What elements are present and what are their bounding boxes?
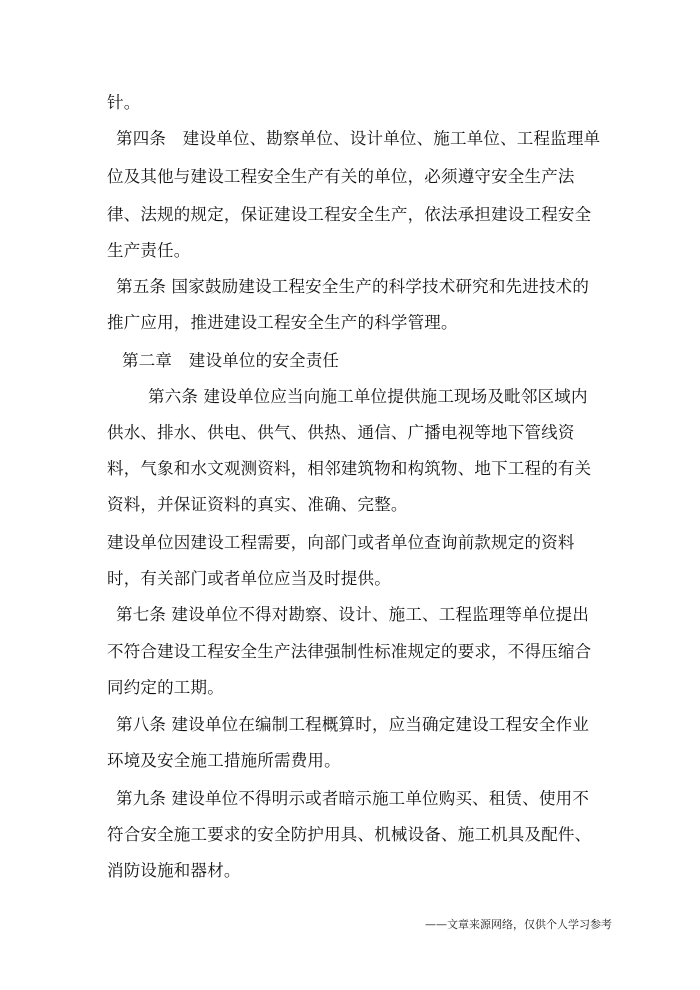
text-line: 生产责任。 xyxy=(107,241,191,260)
text-line: 建设单位因建设工程需要，向部门或者单位查询前款规定的资料 xyxy=(107,533,575,552)
article-5-line: 第五条 国家鼓励建设工程安全生产的科学技术研究和先进技术的 xyxy=(116,277,590,296)
source-footer: ——文章来源网络，仅供个人学习参考 xyxy=(425,918,612,931)
article-8-line: 第八条 建设单位在编制工程概算时，应当确定建设工程安全作业 xyxy=(116,715,590,734)
text-line: 推广应用，推进建设工程安全生产的科学管理。 xyxy=(107,313,458,332)
text-line: 同约定的工期。 xyxy=(107,678,224,697)
text-line: 料，气象和水文观测资料，相邻建筑物和构筑物、地下工程的有关 xyxy=(107,459,592,478)
text-line: 针。 xyxy=(107,93,141,112)
text-line: 消防设施和器材。 xyxy=(107,861,241,880)
article-9-line: 第九条 建设单位不得明示或者暗示施工单位购买、租赁、使用不 xyxy=(116,789,590,808)
chapter-heading: 第二章 建设单位的安全责任 xyxy=(122,351,340,370)
text-line: 不符合建设工程安全生产法律强制性标准规定的要求，不得压缩合 xyxy=(107,642,592,661)
text-line: 环境及安全施工措施所需费用。 xyxy=(107,751,341,770)
text-line: 供水、排水、供电、供气、供热、通信、广播电视等地下管线资 xyxy=(107,423,575,442)
article-6-line: 第六条 建设单位应当向施工单位提供施工现场及毗邻区域内 xyxy=(148,387,588,406)
text-line: 时，有关部门或者单位应当及时提供。 xyxy=(107,569,391,588)
article-4-line: 第四条 建设单位、勘察单位、设计单位、施工单位、工程监理单 xyxy=(116,129,601,148)
text-line: 资料，并保证资料的真实、准确、完整。 xyxy=(107,495,408,514)
text-line: 律、法规的规定，保证建设工程安全生产，依法承担建设工程安全 xyxy=(107,205,592,224)
article-7-line: 第七条 建设单位不得对勘察、设计、施工、工程监理等单位提出 xyxy=(116,605,590,624)
text-line: 位及其他与建设工程安全生产有关的单位，必须遵守安全生产法 xyxy=(107,167,575,186)
text-line: 符合安全施工要求的安全防护用具、机械设备、施工机具及配件、 xyxy=(107,825,592,844)
